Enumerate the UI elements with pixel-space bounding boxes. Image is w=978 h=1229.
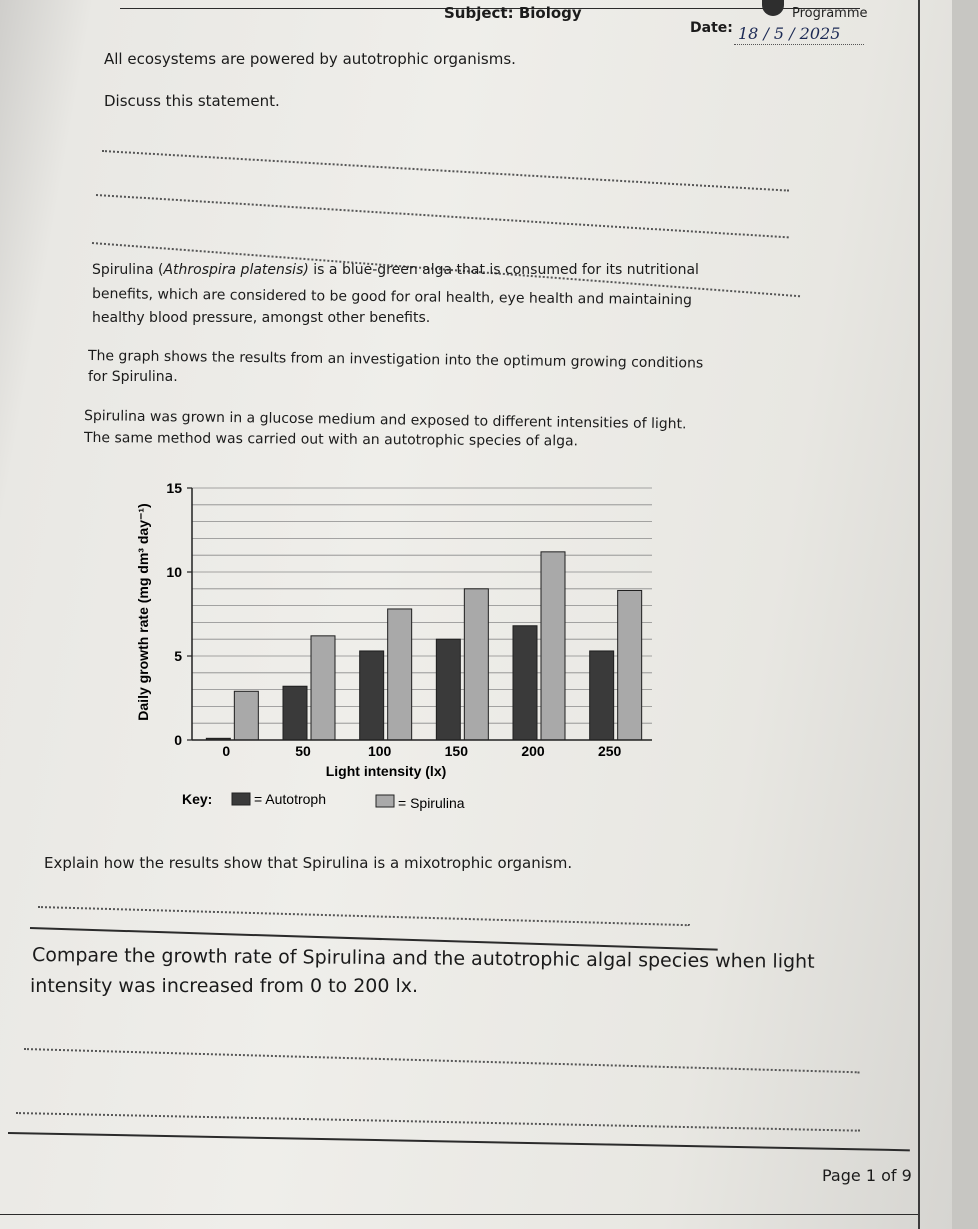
- x-tick-label: 200: [521, 743, 545, 759]
- key-swatch-spirulina: [376, 795, 394, 807]
- bar-spirulina-150: [464, 589, 488, 740]
- x-tick-label: 0: [222, 743, 231, 759]
- key-spirulina-label: = Spirulina: [398, 795, 465, 811]
- q1-instruction: Discuss this statement.: [104, 92, 280, 110]
- intro-line-1: Spirulina (Athrospira platensis) is a blue-green alga that is consumed for its nutritional: [92, 262, 699, 278]
- intro-line-2: benefits, which are considered to be good for oral health, eye health and maintaining: [91, 286, 693, 309]
- y-tick-label: 0: [174, 732, 182, 748]
- y-tick-labels: [166, 480, 192, 748]
- chart-bars: [206, 552, 641, 740]
- x-tick-label: 100: [367, 743, 392, 759]
- q3-line-2: intensity was increased from 0 to 200 lx.: [30, 975, 419, 997]
- bar-spirulina-50: [311, 636, 335, 740]
- q3-line-1: Compare the growth rate of Spirulina and the autotrophic algal species when light: [31, 944, 815, 973]
- date-label: Date:: [690, 20, 733, 36]
- y-tick-label: 10: [166, 564, 182, 580]
- method-line-1: Spirulina was grown in a glucose medium and exposed to different intensities of light.: [83, 408, 687, 433]
- answer-line-5[interactable]: [24, 1048, 860, 1073]
- key-label: Key:: [182, 791, 213, 807]
- y-axis-label: Daily growth rate (mg dm³ day⁻¹): [135, 503, 151, 721]
- x-tick-label: 250: [597, 743, 622, 759]
- method-line-2: The same method was carried out with an autotrophic species of alga.: [83, 430, 579, 450]
- y-tick-label: 5: [174, 648, 182, 664]
- q1-statement: All ecosystems are powered by autotrophic organisms.: [104, 50, 516, 68]
- x-axis-label: Light intensity (lx): [325, 763, 447, 779]
- bar-autotroph-200: [513, 626, 537, 740]
- bar-spirulina-0: [234, 691, 258, 740]
- date-value: 18 / 5 / 2025: [738, 24, 841, 43]
- q2-prompt: Explain how the results show that Spirulina is a mixotrophic organism.: [44, 854, 573, 872]
- bar-spirulina-250: [618, 590, 642, 740]
- answer-line-4[interactable]: [38, 906, 690, 926]
- bottom-rule: [0, 1214, 918, 1215]
- bar-spirulina-100: [388, 609, 412, 740]
- graph-intro-line-2: for Spirulina.: [88, 369, 178, 385]
- x-tick-label: 50: [295, 743, 311, 759]
- x-tick-labels: [222, 743, 621, 759]
- bar-autotroph-50: [283, 686, 307, 740]
- key-autotroph-label: = Autotroph: [254, 791, 327, 807]
- page-edge: [952, 0, 978, 1229]
- chart-gridlines: [192, 488, 652, 723]
- y-tick-label: 15: [166, 480, 182, 496]
- bar-autotroph-100: [360, 651, 384, 740]
- answer-line-6[interactable]: [16, 1112, 860, 1132]
- bar-autotroph-150: [436, 639, 460, 740]
- bar-spirulina-200: [541, 552, 565, 740]
- intro-line-3: healthy blood pressure, amongst other benefits.: [92, 310, 431, 326]
- subject-label: Subject: Biology: [444, 4, 582, 22]
- bar-autotroph-250: [590, 651, 614, 740]
- key-swatch-autotroph: [232, 793, 250, 805]
- graph-intro-line-1: The graph shows the results from an investigation into the optimum growing conditions: [87, 348, 704, 372]
- footer-rule: [8, 1132, 910, 1151]
- page-number: Page 1 of 9: [822, 1166, 912, 1185]
- x-tick-label: 150: [444, 743, 469, 759]
- programme-label: Programme: [792, 6, 868, 21]
